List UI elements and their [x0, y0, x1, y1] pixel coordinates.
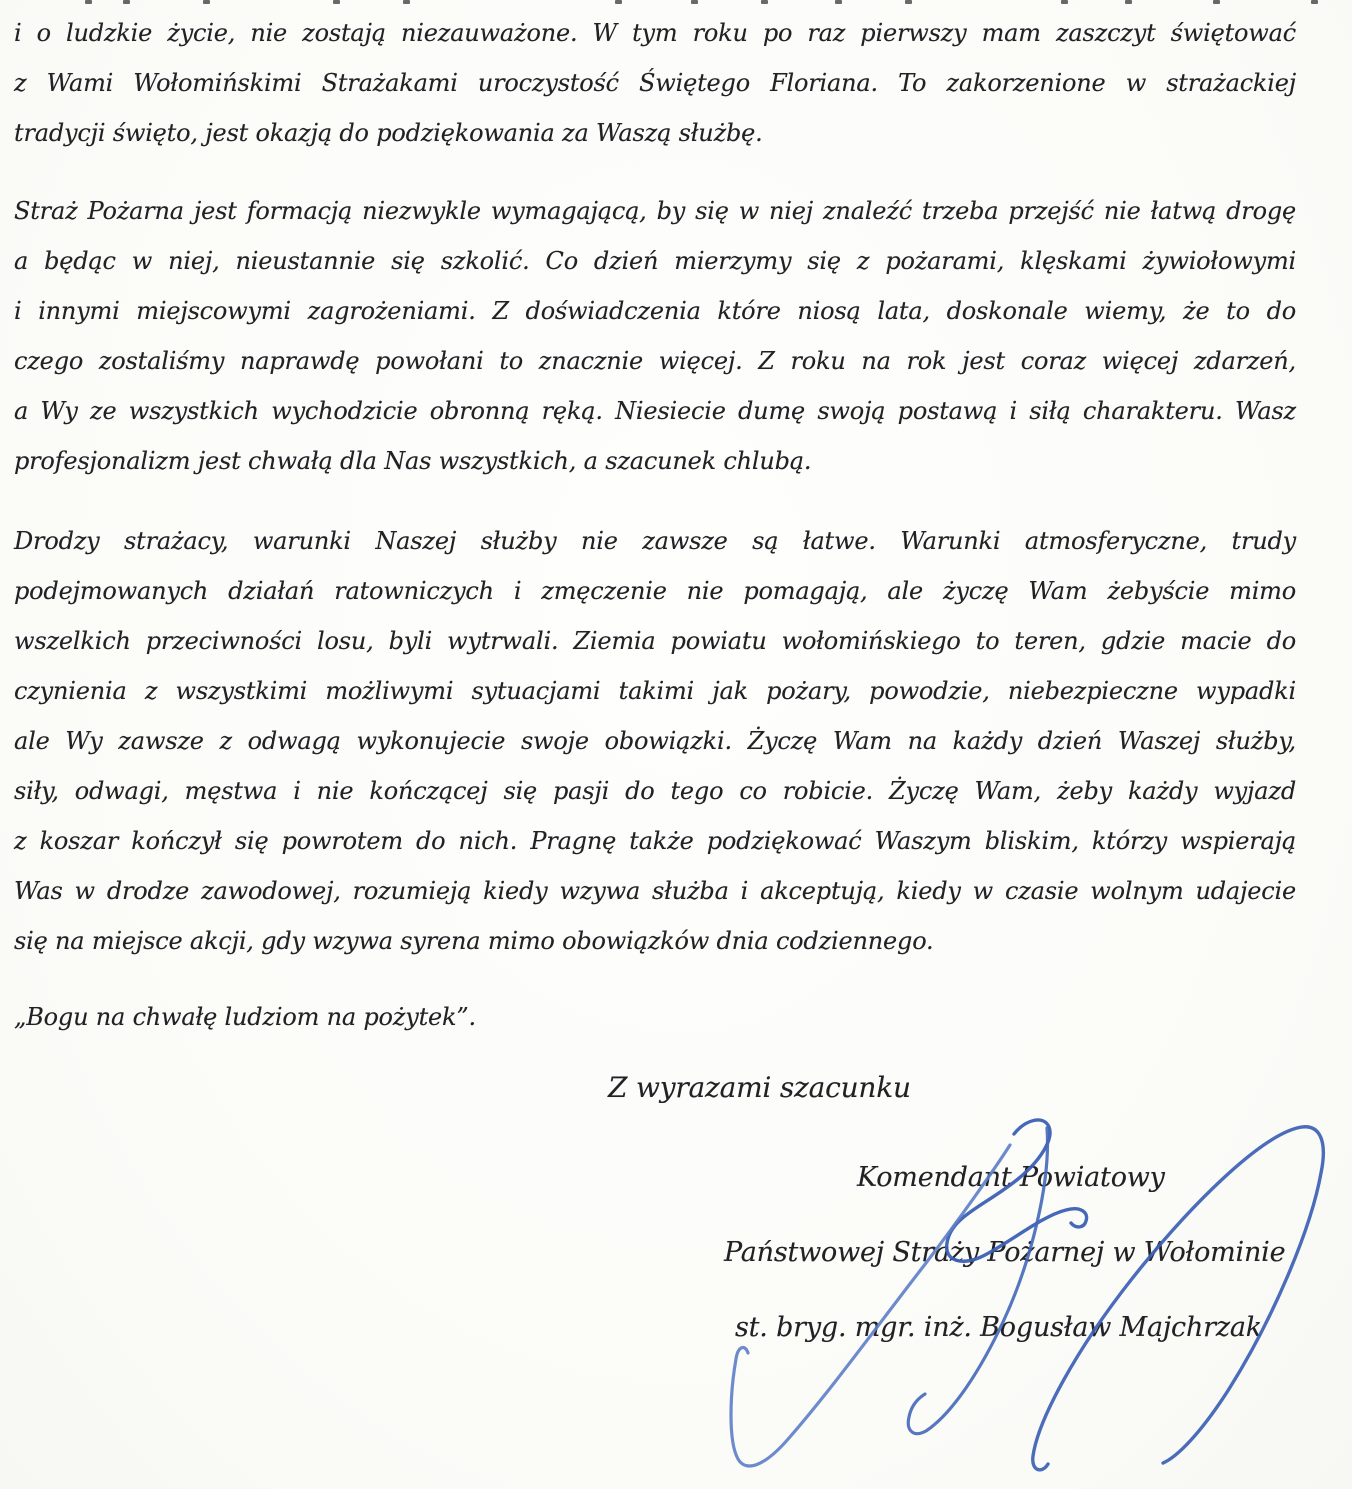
text-line: a będąc w niej, nieustannie się szkolić. Co dzień mierzymy się z pożarami, klęskami żywiołowymi	[14, 247, 1296, 275]
text-line: tradycji święto, jest okazją do podziękowania za Waszą służbę.	[14, 119, 763, 147]
text-line: z koszar kończył się powrotem do nich. Pragnę także podziękować Waszym bliskim, którzy wspierają	[14, 827, 1296, 855]
text-line: i innymi miejscowymi zagrożeniami. Z doświadczenia które niosą lata, doskonale wiemy, że to do	[14, 297, 1296, 325]
text-line: i o ludzkie życie, nie zostają niezauważone. W tym roku po raz pierwszy mam zaszczyt świętować	[14, 19, 1296, 47]
text-line: Drodzy strażacy, warunki Naszej służby nie zawsze są łatwe. Warunki atmosferyczne, trudy	[14, 527, 1296, 555]
paragraph-3	[14, 516, 1296, 966]
text-line: Was w drodze zawodowej, rozumieją kiedy wzywa służba i akceptują, kiedy w czasie wolnym udajecie	[14, 877, 1296, 905]
text-line: siły, odwagi, męstwa i nie kończącej się pasji do tego co robicie. Życzę Wam, żeby każdy wyjazd	[14, 777, 1296, 805]
signatory-name: st. bryg. mgr. inż. Bogusław Majchrzak	[735, 1312, 1262, 1343]
text-line: wszelkich przeciwności losu, byli wytrwali. Ziemia powiatu wołomińskiego to teren, gdzie macie do	[14, 627, 1296, 655]
text-line: ale Wy zawsze z odwagą wykonujecie swoje obowiązki. Życzę Wam na każdy dzień Waszej służby,	[14, 727, 1296, 755]
paragraph-2	[14, 186, 1296, 486]
text-line: się na miejsce akcji, gdy wzywa syrena mimo obowiązków dnia codziennego.	[14, 927, 934, 955]
text-line: podejmowanych działań ratowniczych i zmęczenie nie pomagają, ale życzę Wam żebyście mimo	[14, 577, 1296, 605]
text-line: profesjonalizm jest chwałą dla Nas wszystkich, a szacunek chlubą.	[14, 447, 812, 475]
text-line: Straż Pożarna jest formacją niezwykle wymagającą, by się w niej znaleźć trzeba przejść nie łatwą drogę	[14, 197, 1296, 225]
closing-salutation: Z wyrazami szacunku	[608, 1071, 911, 1104]
quote-line: „Bogu na chwałę ludziom na pożytek”.	[14, 1003, 476, 1031]
signatory-title-line-1: Komendant Powiatowy	[857, 1162, 1165, 1193]
text-line: z Wami Wołomińskimi Strażakami uroczystość Świętego Floriana. To zakorzenione w strażackiej	[14, 69, 1296, 97]
paragraph-1	[14, 8, 1296, 158]
text-line: a Wy ze wszystkich wychodzicie obronną ręką. Niesiecie dumę swoją postawą i siłą charakteru. Wasz	[14, 397, 1296, 425]
motto-quote	[14, 992, 1296, 1042]
signatory-title-line-2: Państwowej Straży Pożarnej w Wołominie	[724, 1237, 1286, 1268]
text-line: czego zostaliśmy naprawdę powołani to znacznie więcej. Z roku na rok jest coraz więcej zdarzeń,	[14, 347, 1296, 375]
top-edge-clipped-line-remnants	[85, 0, 92, 4]
text-line: czynienia z wszystkimi możliwymi sytuacjami takimi jak pożary, powodzie, niebezpieczne wypadki	[14, 677, 1296, 705]
